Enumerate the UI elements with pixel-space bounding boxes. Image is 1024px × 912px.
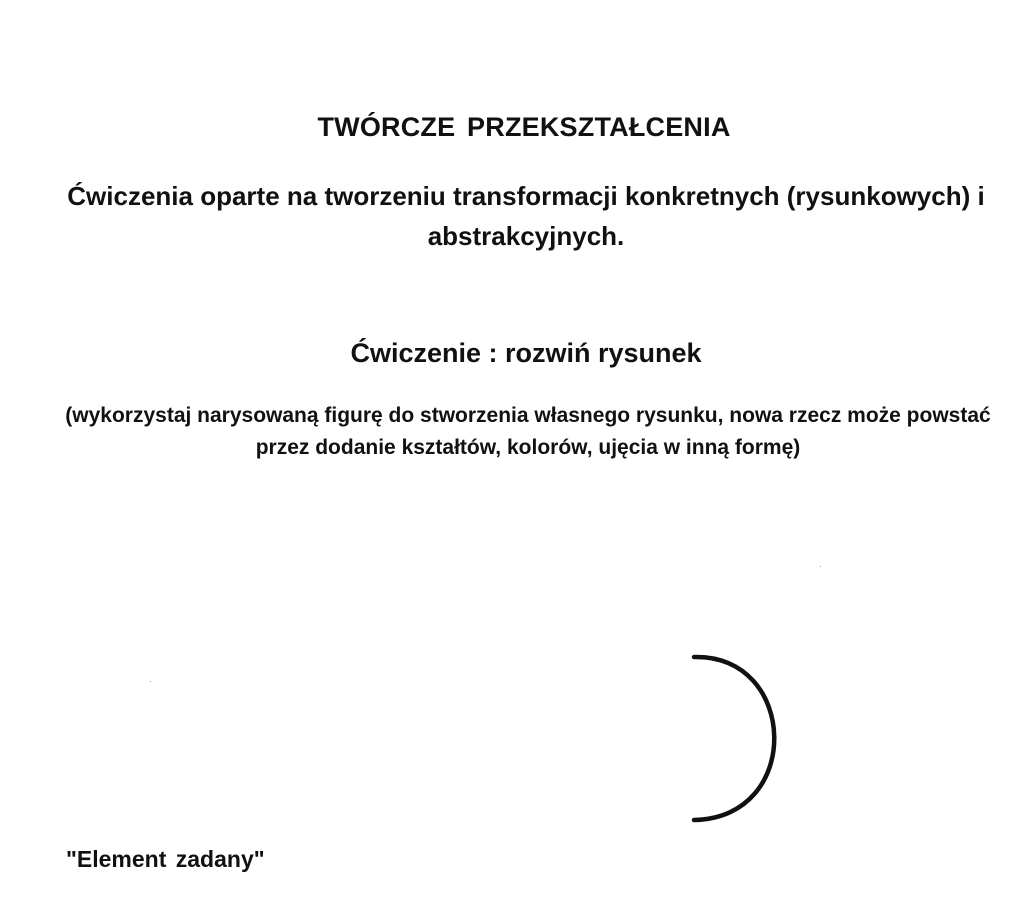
page-subtitle: Ćwiczenia oparte na tworzeniu transformacji konkretnych (rysunkowych) i abstrakcyjnych. [67, 181, 985, 251]
given-element-label: "Element zadany" [66, 846, 265, 872]
exercise-instructions: (wykorzystaj narysowaną figurę do stworzenia własnego rysunku, nowa rzecz może powstać przez dodanie kształtów, kolorów, ujęcia w inną formę) [65, 404, 991, 459]
scan-speck [150, 681, 151, 682]
scan-speck [820, 566, 821, 567]
exercise-heading: Ćwiczenie : rozwiń rysunek [350, 338, 702, 368]
page-title: TWÓRCZE PRZEKSZTAŁCENIA [317, 112, 731, 142]
arc-bracket-icon [680, 640, 800, 840]
given-shape-arc [694, 657, 774, 820]
